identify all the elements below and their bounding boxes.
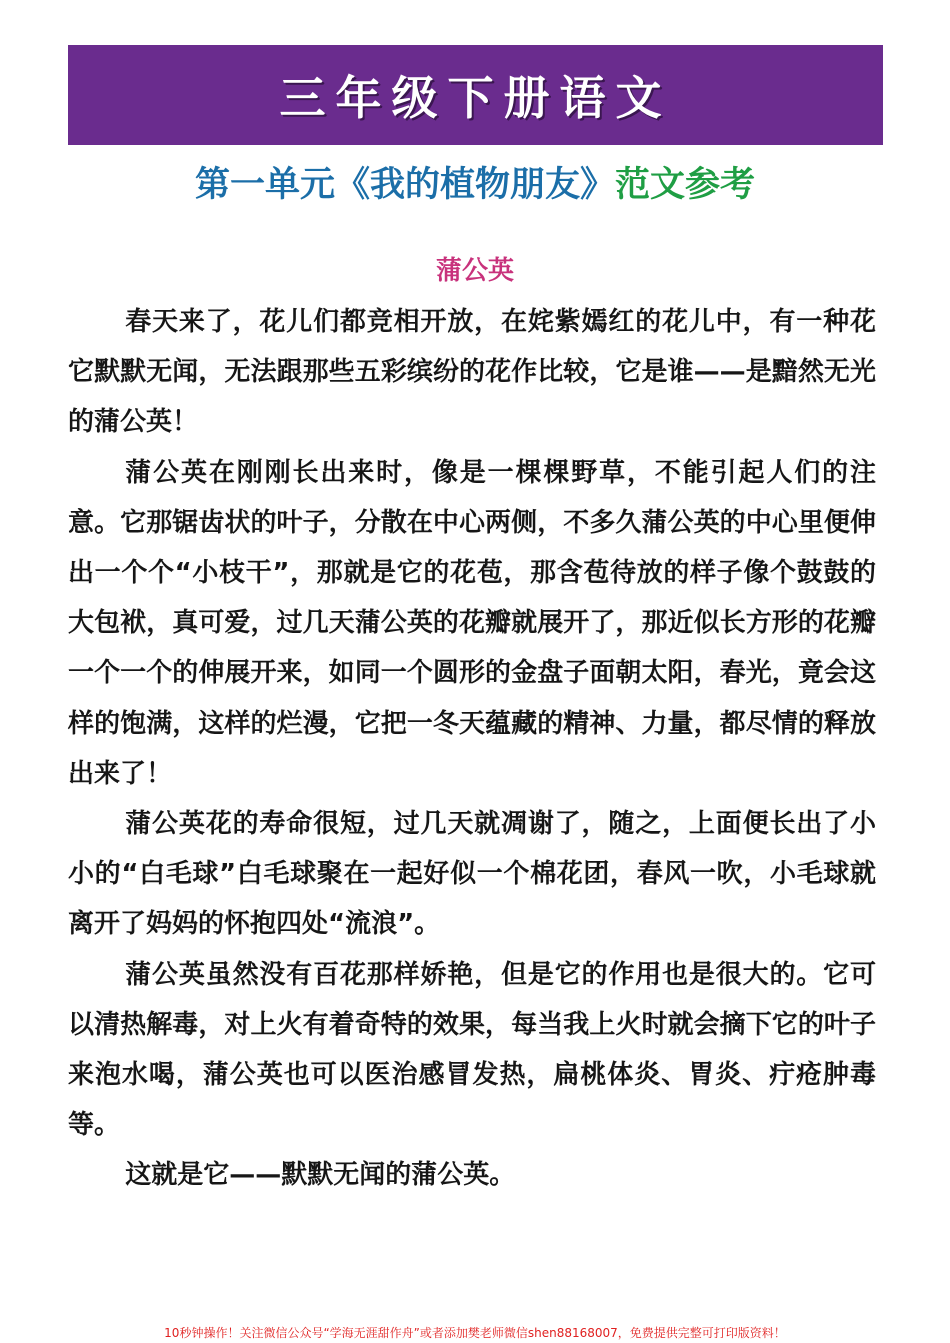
- subtitle-reference: 范文参考: [615, 165, 756, 205]
- essay-paragraph: 这就是它——默默无闻的蒲公英。: [125, 1160, 516, 1191]
- footer-notice: 10秒钟操作！关注微信公众号“学海无涯甜作舟”或者添加樊老师微信shen88168007，免费提供完整可打印版资料！: [164, 1326, 786, 1340]
- essay-paragraph: 蒲公英虽然没有百花那样娇艳，但是它的作用也是很大的。它可以清热解毒，对上火有着奇特的效果，每当我上火时就会摘下它的叶子来泡水喝，蒲公英也可以医治感冒发热，扁桃体炎、胃炎、疔疮肿毒等。: [68, 959, 876, 1141]
- subtitle-unit: 第一单元《我的植物朋友》: [194, 165, 615, 205]
- essay-title: 蒲公英: [435, 256, 514, 286]
- page-subtitle: [0, 157, 950, 207]
- essay-body: [68, 297, 876, 1201]
- essay-paragraph: 蒲公英在刚刚长出来时，像是一棵棵野草，不能引起人们的注意。它那锯齿状的叶子，分散在中心两侧，不多久蒲公英的中心里便伸出一个个“小枝干”，那就是它的花苞，那含苞待放的样子像个鼓鼓的大包袱，真可爱，过几天蒲公英的花瓣就展开了，那近似长方形的花瓣一个一个的伸展开来，如同一个圆形的金盘子面朝太阳，春光，竟会这样的饱满，这样的烂漫，它把一冬天蕴藏的精神、力量，都尽情的释放出来了！: [68, 457, 876, 789]
- title-banner: [68, 45, 883, 145]
- essay-paragraph: 春天来了，花儿们都竞相开放，在姹紫嫣红的花儿中，有一种花它默默无闻，无法跟那些五彩缤纷的花作比较，它是谁——是黯然无光的蒲公英！: [68, 307, 876, 438]
- essay-paragraph: 蒲公英花的寿命很短，过几天就凋谢了，随之，上面便长出了小小的“白毛球”白毛球聚在一起好似一个棉花团，春风一吹，小毛球就离开了妈妈的怀抱四处“流浪”。: [68, 809, 876, 940]
- page-title: 三年级下册语文: [279, 71, 672, 125]
